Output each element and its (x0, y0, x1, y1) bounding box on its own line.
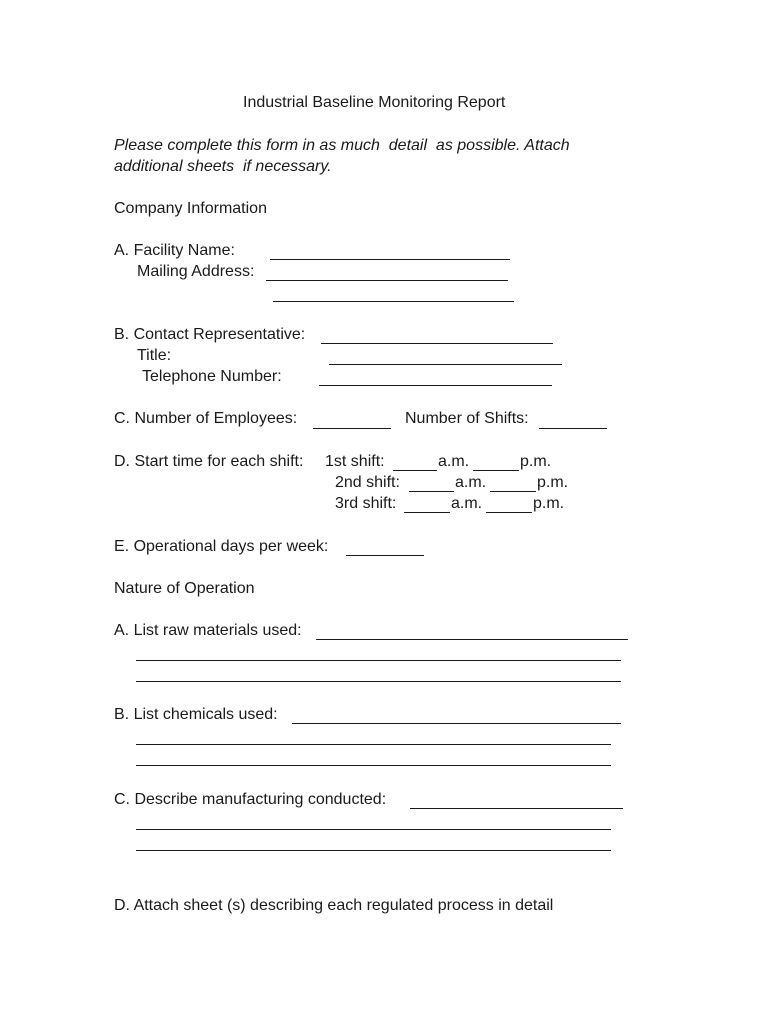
contact-rep-label: B. Contact Representative: (114, 326, 306, 343)
employees-label: C. Number of Employees: (114, 410, 298, 427)
chemicals-field-3[interactable] (136, 765, 611, 766)
shift1-am-label: a.m. (438, 453, 470, 470)
employees-field[interactable] (313, 428, 391, 429)
title-label: Title: (137, 347, 172, 364)
instructions-line-2: additional sheets if necessary. (114, 158, 332, 175)
facility-name-field[interactable] (270, 259, 510, 260)
chemicals-label: B. List chemicals used: (114, 706, 278, 723)
operational-days-field[interactable] (346, 555, 424, 556)
title-field[interactable] (329, 364, 562, 365)
shift3-pm-label: p.m. (533, 495, 565, 512)
manufacturing-field-3[interactable] (136, 850, 611, 851)
attach-sheet-label: D. Attach sheet (s) describing each regulated process in detail (114, 897, 554, 914)
raw-materials-field-3[interactable] (136, 681, 621, 682)
start-time-label: D. Start time for each shift: (114, 453, 304, 470)
instructions-line-1: Please complete this form in as much detail as possible. Attach (114, 137, 570, 154)
shift1-am-field[interactable] (393, 470, 437, 471)
shift2-am-label: a.m. (455, 474, 487, 491)
contact-rep-field[interactable] (321, 343, 553, 344)
mailing-address-label: Mailing Address: (137, 263, 255, 280)
chemicals-field-2[interactable] (136, 744, 611, 745)
operational-days-label: E. Operational days per week: (114, 538, 329, 555)
raw-materials-label: A. List raw materials used: (114, 622, 302, 639)
shift3-label: 3rd shift: (335, 495, 397, 512)
shift2-pm-field[interactable] (490, 491, 536, 492)
page-title: Industrial Baseline Monitoring Report (243, 94, 506, 111)
shift1-pm-label: p.m. (520, 453, 552, 470)
chemicals-field-1[interactable] (292, 723, 621, 724)
shift2-label: 2nd shift: (335, 474, 400, 491)
telephone-label: Telephone Number: (142, 368, 282, 385)
shift1-pm-field[interactable] (473, 470, 519, 471)
shifts-field[interactable] (539, 428, 607, 429)
facility-name-label: A. Facility Name: (114, 242, 235, 259)
shift2-am-field[interactable] (409, 491, 454, 492)
shift1-label: 1st shift: (325, 453, 385, 470)
telephone-field[interactable] (319, 385, 552, 386)
mailing-address-field-2[interactable] (273, 301, 514, 302)
manufacturing-field-2[interactable] (136, 829, 611, 830)
mailing-address-field-1[interactable] (266, 280, 508, 281)
shift3-am-field[interactable] (404, 512, 450, 513)
shift3-pm-field[interactable] (486, 512, 532, 513)
shift3-am-label: a.m. (451, 495, 483, 512)
manufacturing-label: C. Describe manufacturing conducted: (114, 791, 387, 808)
shift2-pm-label: p.m. (537, 474, 569, 491)
raw-materials-field-2[interactable] (136, 660, 621, 661)
shifts-label: Number of Shifts: (405, 410, 529, 427)
manufacturing-field-1[interactable] (410, 808, 623, 809)
nature-of-operation-heading: Nature of Operation (114, 580, 255, 597)
raw-materials-field-1[interactable] (316, 639, 628, 640)
company-info-heading: Company Information (114, 200, 267, 217)
